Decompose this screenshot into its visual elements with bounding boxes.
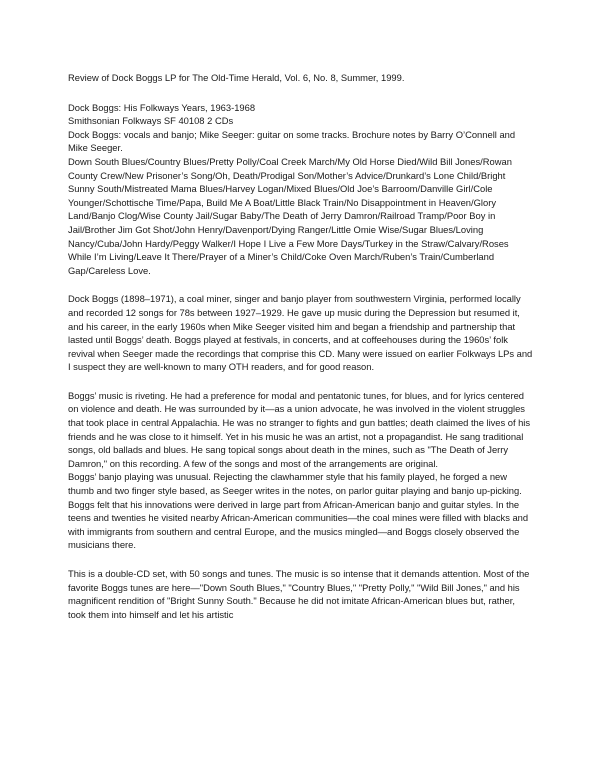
paragraph-biography: Dock Boggs (1898–1971), a coal miner, singer and banjo player from southwestern Virginia, performed locally and recorded 12 songs for 78s between 1927–1929. He gave up music during the Depression but resumed it, and his career, in the early 1960s when Mike Seeger visited him and began a friendship and partnership that lasted until Boggs’ death. Boggs played at festivals, in concerts, and at coffeehouses during the 1960s’ folk revival when Seeger made the recordings that comprise this CD. Many were issued on earlier Folkways LPs and I suspect they are well-known to many OTH readers, and for good reason. xyxy=(68,293,533,373)
album-label: Smithsonian Folkways SF 40108 2 CDs xyxy=(68,115,234,127)
paragraph-cd-set: This is a double-CD set, with 50 songs and tunes. The music is so intense that it demands attention. Most of the favorite Boggs tunes are here—"Down South Blues," "Country Blues," "Pretty Polly," "Wild Bill Jones," and his magnificent rendition of "Bright Sunny South." Because he did not imitate African-American blues but, rather, took them into himself and let his artistic xyxy=(68,568,530,620)
album-tracklist: Down South Blues/Country Blues/Pretty Polly/Coal Creek March/My Old Horse Died/Wild Bill Jones/Rowan County Crew/New Prisoner’s Song/Oh, Death/Prodigal Son/Mother’s Advice/Drunkard’s Lone Child/Bright Sunny South/Mistreated Mama Blues/Harvey Logan/Mixed Blues/Old Joe’s Barroom/Danville Girl/Cole Younger/Schottische Time/Papa, Build Me A Boat/Little Black Train/No Disappointment in Heaven/Glory Land/Banjo Clog/Wise County Jail/Sugar Baby/The Death of Jerry Damron/Railroad Tramp/Poor Boy in Jail/Brother Jim Got Shot/John Henry/Davenport/Dying Ranger/Little Omie Wise/Sugar Blues/Loving Nancy/Cuba/John Hardy/Peggy Walker/I Hope I Live a Few More Days/Turkey in the Straw/Calvary/Roses While I’m Living/Leave It There/Prayer of a Miner’s Child/Coke Oven March/Ruben’s Train/Cumberland Gap/Careless Love. xyxy=(68,155,512,276)
paragraph-banjo-style: Boggs’ banjo playing was unusual. Rejecting the clawhammer style that his family played, he forged a new thumb and two finger style based, as Seeger writes in the notes, on parlor guitar playing and banjo up-picking. Boggs felt that his innovations were derived in large part from African-American banjo and guitar styles. In the teens and twenties he visited nearby African-American communities—the coal mines were filled with blacks and with immigrants from southern and central Europe, and the musics mingled—and Boggs closely observed the musicians there. xyxy=(68,471,529,551)
paragraph-music-style: Boggs’ music is riveting. He had a preference for modal and pentatonic tunes, for blues, and for lyrics centered on violence and death. He was surrounded by it—as a union advocate, he was involved in the violent struggles that took place in central Appalachia. He was no stranger to fights and gun battles; death claimed the lives of his friends and he was close to it himself. Yet in his music he was an artist, not a propagandist. He sang traditional songs, old ballads and blues. He sang topical songs about death in the mines, such as "The Death of Jerry Damron," on this recording. A few of the songs and most of the arrangements are original. xyxy=(68,389,531,469)
album-title: Dock Boggs: His Folkways Years, 1963-1968 xyxy=(68,101,256,113)
album-info xyxy=(68,101,534,278)
review-header: Review of Dock Boggs LP for The Old-Time Herald, Vol. 6, No. 8, Summer, 1999. xyxy=(68,72,405,83)
album-credits: Dock Boggs: vocals and banjo; Mike Seeger: guitar on some tracks. Brochure notes by Barry O’Connell and Mike Seeger. xyxy=(68,128,516,154)
